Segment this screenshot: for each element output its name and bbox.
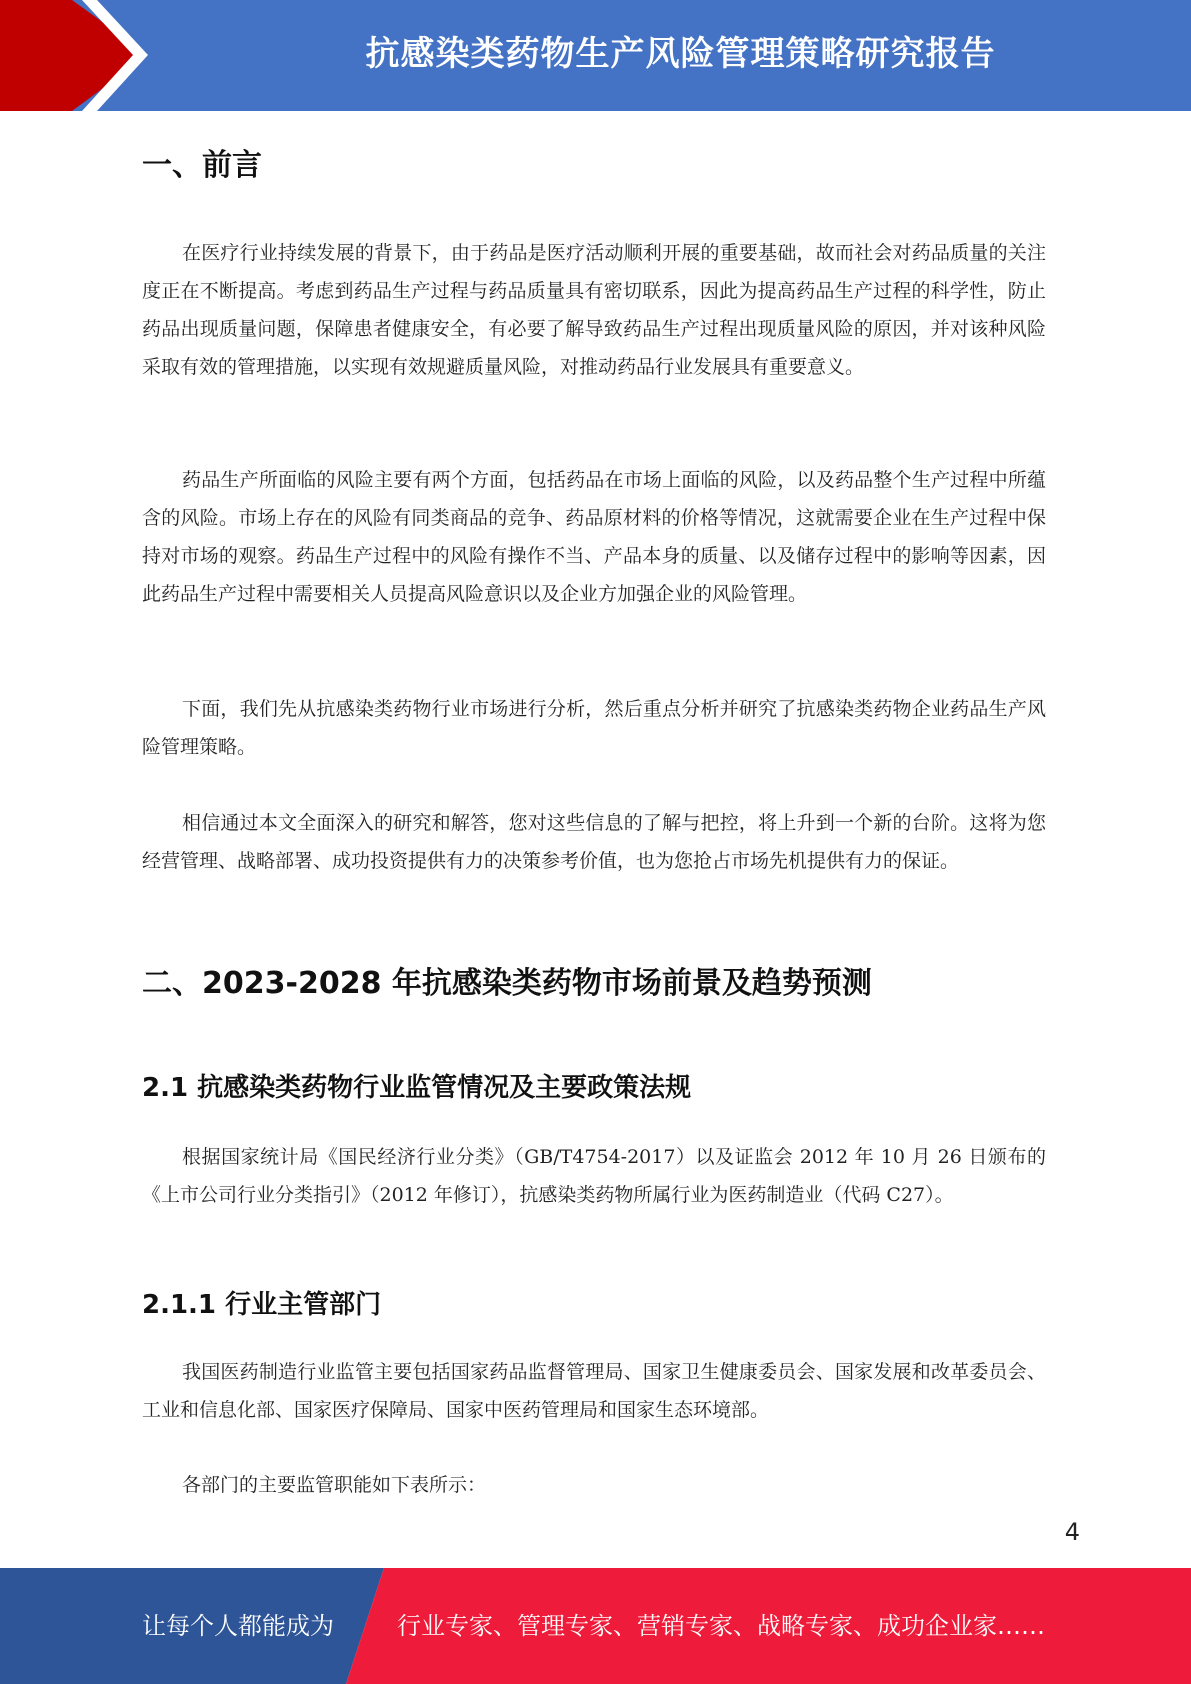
header-banner [0, 0, 1191, 111]
footer-slogan-left: 让每个人都能成为 [142, 1612, 334, 1640]
section-2-1-heading: 2.1 抗感染类药物行业监管情况及主要政策法规 [142, 1073, 692, 1103]
section-2-1-1-paragraph-1: 我国医药制造行业监管主要包括国家药品监督管理局、国家卫生健康委员会、国家发展和改革委员会、工业和信息化部、国家医疗保障局、国家中医药管理局和国家生态环境部。 [142, 1361, 1046, 1421]
section-2-heading: 二、2023-2028 年抗感染类药物市场前景及趋势预测 [142, 966, 872, 1001]
report-title: 抗感染类药物生产风险管理策略研究报告 [365, 34, 996, 74]
page-number: 4 [1064, 1518, 1080, 1546]
section-1-heading: 一、前言 [142, 148, 262, 183]
section-2-1-paragraph: 根据国家统计局《国民经济行业分类》（GB/T4754-2017）以及证监会 2012 年 10 月 26 日颁布的《上市公司行业分类指引》（2012 年修订），抗感染类药物所属行业为医药制造业（代码 C27）。 [142, 1146, 1046, 1206]
section-2-1-1-paragraph-2: 各部门的主要监管职能如下表所示： [182, 1474, 487, 1496]
section-1-paragraph-4: 相信通过本文全面深入的研究和解答，您对这些信息的了解与把控，将上升到一个新的台阶。这将为您经营管理、战略部署、成功投资提供有力的决策参考价值，也为您抢占市场先机提供有力的保证。 [142, 812, 1046, 872]
footer-banner [0, 1568, 1191, 1684]
section-2-1-1-heading: 2.1.1 行业主管部门 [142, 1290, 382, 1320]
footer-slogan-right: 行业专家、管理专家、营销专家、战略专家、成功企业家…… [397, 1612, 1045, 1640]
section-1-paragraph-2: 药品生产所面临的风险主要有两个方面，包括药品在市场上面临的风险，以及药品整个生产过程中所蕴含的风险。市场上存在的风险有同类商品的竞争、药品原材料的价格等情况，这就需要企业在生产过程中保持对市场的观察。药品生产过程中的风险有操作不当、产品本身的质量、以及储存过程中的影响等因素，因此药品生产过程中需要相关人员提高风险意识以及企业方加强企业的风险管理。 [142, 469, 1046, 605]
section-1-paragraph-1: 在医疗行业持续发展的背景下，由于药品是医疗活动顺利开展的重要基础，故而社会对药品质量的关注度正在不断提高。考虑到药品生产过程与药品质量具有密切联系，因此为提高药品生产过程的科学性，防止药品出现质量问题，保障患者健康安全，有必要了解导致药品生产过程出现质量风险的原因，并对该种风险采取有效的管理措施，以实现有效规避质量风险，对推动药品行业发展具有重要意义。 [142, 242, 1046, 378]
section-1-paragraph-3: 下面，我们先从抗感染类药物行业市场进行分析，然后重点分析并研究了抗感染类药物企业药品生产风险管理策略。 [142, 698, 1046, 758]
